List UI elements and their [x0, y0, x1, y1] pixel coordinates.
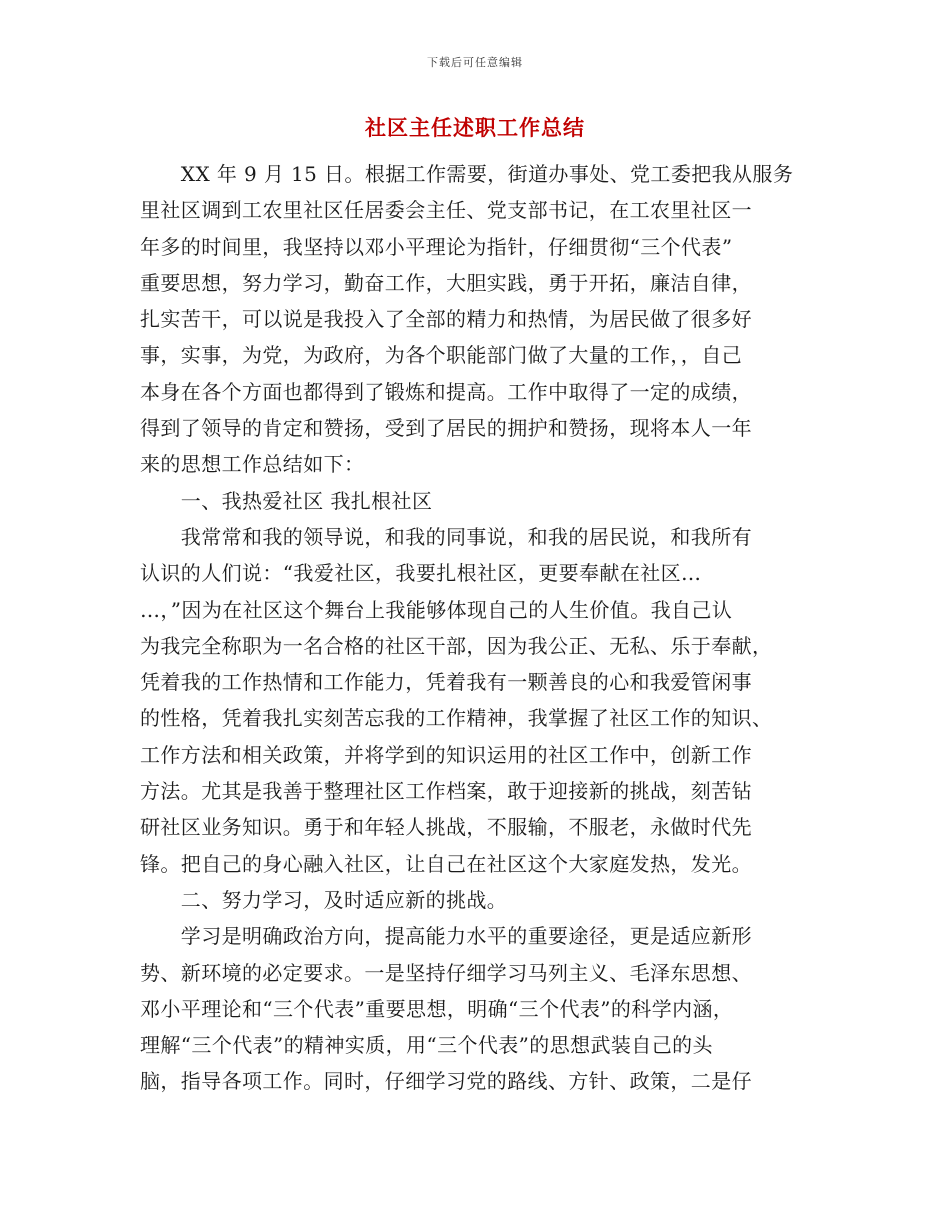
body-line: 学习是明确政治方向，提高能力水平的重要途径，更是适应新形	[140, 924, 752, 949]
body-line: 脑，指导各项工作。同时，仔细学习党的路线、方针、政策，二是仔	[140, 1069, 752, 1094]
body-line: 重要思想，努力学习，勤奋工作，大胆实践，勇于开拓，廉洁自律，	[140, 270, 752, 295]
body-line: 理解“三个代表”的精神实质，用“三个代表”的思想武装自己的头	[140, 1033, 713, 1058]
body-line: 锋。把自己的身心融入社区，让自己在社区这个大家庭发热，发光。	[140, 851, 752, 876]
body-line: 来的思想工作总结如下：	[140, 452, 365, 477]
body-line: 我常常和我的领导说，和我的同事说，和我的居民说，和我所有	[140, 524, 752, 549]
body-line: 扎实苦干，可以说是我投入了全部的精力和热情，为居民做了很多好	[140, 307, 752, 332]
body-line: 研社区业务知识。勇于和年轻人挑战，不服输，不服老，永做时代先	[140, 815, 752, 840]
body-line: 得到了领导的肯定和赞扬，受到了居民的拥护和赞扬，现将本人一年	[140, 416, 752, 441]
body-line: 方法。尤其是我善于整理社区工作档案，敢于迎接新的挑战，刻苦钻	[140, 779, 752, 804]
document-body	[140, 156, 812, 1100]
body-line: 为我完全称职为一名合格的社区干部，因为我公正、无私、乐于奉献，	[140, 633, 773, 658]
body-line: XX 年 9 月 15 日。根据工作需要，街道办事处、党工委把我从服务	[140, 162, 794, 186]
section-heading: 二、努力学习，及时适应新的挑战。	[140, 887, 508, 912]
body-line: …，”因为在社区这个舞台上我能够体现自己的人生价值。我自己认	[140, 597, 733, 622]
body-line: 的性格，凭着我扎实刻苦忘我的工作精神，我掌握了社区工作的知识、	[140, 706, 773, 731]
body-line: 里社区调到工农里社区任居委会主任、党支部书记，在工农里社区一	[140, 198, 752, 223]
body-line: 年多的时间里，我坚持以邓小平理论为指针，仔细贯彻“三个代表”	[140, 234, 733, 259]
section-heading: 一、我热爱社区 我扎根社区	[140, 488, 433, 513]
body-line: 邓小平理论和“三个代表”重要思想，明确“三个代表”的科学内涵，	[140, 996, 734, 1021]
header-note: 下载后可任意编辑	[427, 56, 523, 69]
body-line: 事，实事，为党，为政府，为各个职能部门做了大量的工作，，自己	[140, 343, 742, 368]
body-line: 凭着我的工作热情和工作能力，凭着我有一颗善良的心和我爱管闲事	[140, 670, 752, 695]
body-line: 认识的人们说：“我爱社区，我要扎根社区，更要奉献在社区…	[140, 561, 702, 586]
body-line: 势、新环境的必定要求。一是坚持仔细学习马列主义、毛泽东思想、	[140, 960, 752, 985]
body-line: 本身在各个方面也都得到了锻炼和提高。工作中取得了一定的成绩，	[140, 379, 752, 404]
document-title: 社区主任述职工作总结	[365, 115, 585, 140]
body-line: 工作方法和相关政策，并将学到的知识运用的社区工作中，创新工作	[140, 742, 752, 767]
